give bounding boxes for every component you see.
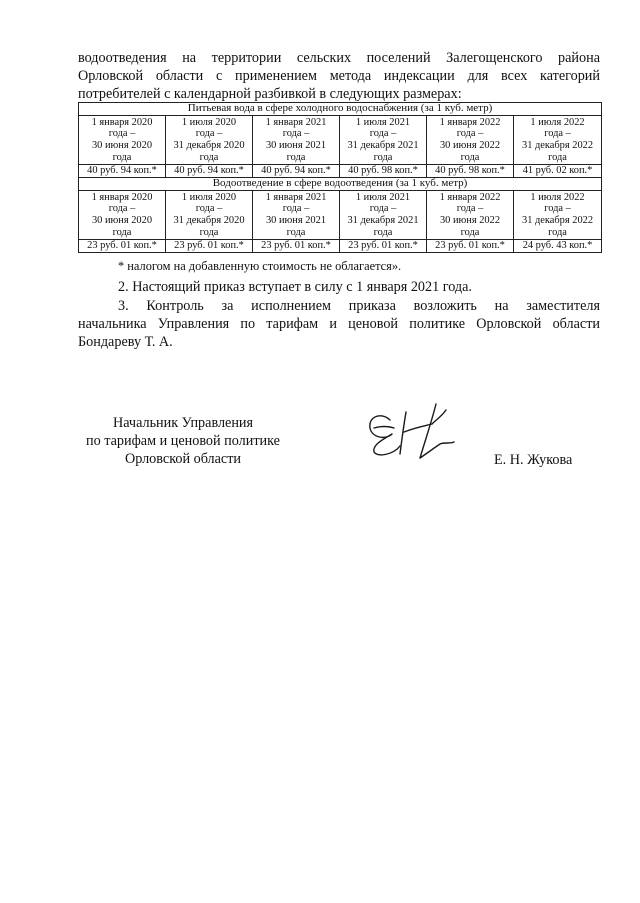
- period-cell: 1 января 2022 года – 30 июня 2022 года: [427, 191, 514, 240]
- clause-3-line: 3. Контроль за исполнением приказа возложить на заместителя: [118, 298, 600, 314]
- price-cell: 41 руб. 02 коп.*: [514, 165, 602, 178]
- price-cell: 40 руб. 94 коп.*: [79, 165, 166, 178]
- price-cell: 23 руб. 01 коп.*: [427, 240, 514, 253]
- price-cell: 40 руб. 94 коп.*: [166, 165, 253, 178]
- position-line: по тарифам и ценовой политике: [86, 433, 280, 449]
- signer-name: Е. Н. Жукова: [494, 452, 573, 468]
- period-cell: 1 июля 2022 года – 31 декабря 2022 года: [514, 191, 602, 240]
- intro-line: Орловской области с применением метода индексации для всех категорий: [78, 68, 600, 84]
- period-cell: 1 января 2021 года – 30 июня 2021 года: [253, 191, 340, 240]
- period-cell: 1 июля 2020 года – 31 декабря 2020 года: [166, 116, 253, 165]
- table-section-header: [79, 178, 602, 191]
- period-cell: 1 июля 2022 года – 31 декабря 2022 года: [514, 116, 602, 165]
- clause-3-line: Бондареву Т. А.: [78, 334, 173, 350]
- price-cell: 23 руб. 01 коп.*: [253, 240, 340, 253]
- table-period-row: [79, 116, 602, 165]
- position-line: Орловской области: [124, 451, 242, 467]
- section-title-water: Питьевая вода в сфере холодного водоснабжения (за 1 куб. метр): [79, 103, 602, 116]
- tariff-table: [78, 102, 602, 253]
- handwritten-signature-icon: [360, 398, 470, 460]
- price-cell: 24 руб. 43 коп.*: [514, 240, 602, 253]
- section-title-wastewater: Водоотведение в сфере водоотведения (за 1 куб. метр): [79, 178, 602, 191]
- clause-2: 2. Настоящий приказ вступает в силу с 1 января 2021 года.: [118, 279, 472, 295]
- signatory-position: [72, 414, 294, 468]
- period-cell: 1 января 2022 года – 30 июня 2022 года: [427, 116, 514, 165]
- table-period-row: [79, 191, 602, 240]
- clause-3: [78, 297, 600, 351]
- intro-line: водоотведения на территории сельских поселений Залегощенского района: [78, 50, 600, 66]
- intro-line: потребителей с календарной разбивкой в следующих размерах:: [78, 86, 462, 102]
- period-cell: 1 января 2021 года – 30 июня 2021 года: [253, 116, 340, 165]
- period-cell: 1 января 2020 года – 30 июня 2020 года: [79, 191, 166, 240]
- table-price-row: [79, 165, 602, 178]
- table-price-row: [79, 240, 602, 253]
- price-cell: 40 руб. 94 коп.*: [253, 165, 340, 178]
- price-cell: 23 руб. 01 коп.*: [79, 240, 166, 253]
- period-cell: 1 июля 2021 года – 31 декабря 2021 года: [340, 116, 427, 165]
- position-line: Начальник Управления: [112, 415, 254, 431]
- vat-footnote: * налогом на добавленную стоимость не облагается».: [118, 259, 402, 273]
- table-section-header: [79, 103, 602, 116]
- period-cell: 1 июля 2021 года – 31 декабря 2021 года: [340, 191, 427, 240]
- period-cell: 1 июля 2020 года – 31 декабря 2020 года: [166, 191, 253, 240]
- price-cell: 23 руб. 01 коп.*: [340, 240, 427, 253]
- price-cell: 40 руб. 98 коп.*: [427, 165, 514, 178]
- price-cell: 40 руб. 98 коп.*: [340, 165, 427, 178]
- intro-paragraph: [78, 49, 600, 103]
- period-cell: 1 января 2020 года – 30 июня 2020 года: [79, 116, 166, 165]
- clause-3-line: начальника Управления по тарифам и ценовой политике Орловской области: [78, 316, 600, 332]
- price-cell: 23 руб. 01 коп.*: [166, 240, 253, 253]
